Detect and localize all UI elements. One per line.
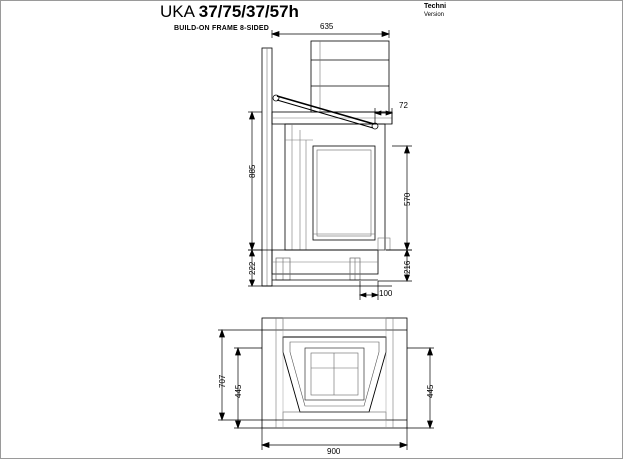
dim-222: 222 (248, 261, 257, 275)
dim-635: 635 (320, 22, 334, 31)
page-title (160, 2, 299, 22)
techni-label: Techni (424, 3, 447, 10)
dim-885: 885 (248, 164, 257, 178)
dim-445-left: 445 (234, 384, 243, 398)
title-bold: 37/75/37/57h (198, 2, 299, 21)
dim-445-right: 445 (426, 384, 435, 398)
dim-900: 900 (327, 447, 341, 456)
dim-100: 100 (379, 289, 393, 298)
dim-707: 707 (218, 374, 227, 388)
dim-570: 570 (403, 192, 412, 206)
dim-72: 72 (399, 101, 408, 110)
version-label: Version (424, 12, 445, 18)
dim-216: 216 (403, 260, 412, 274)
title-light: UKA (160, 2, 199, 21)
page-subtitle: BUILD-ON FRAME 8-SIDED (174, 25, 270, 32)
